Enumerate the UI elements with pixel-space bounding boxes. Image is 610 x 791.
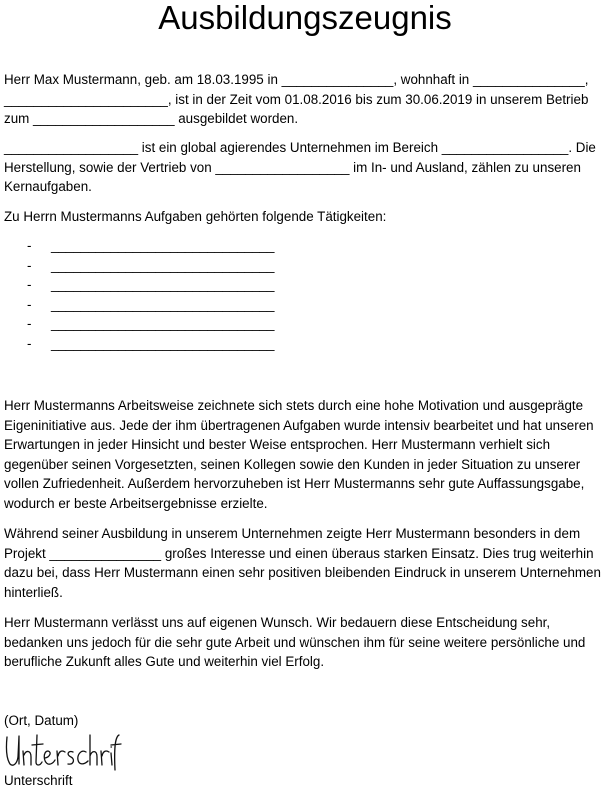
closing-paragraph: Herr Mustermann verlässt uns auf eigenen Wunsch. Wir bedauern diese Entscheidung sehr, bedanken uns jedoch für die sehr gute Arbeit und wünschen ihm für seine weitere persönliche und berufliche Zukunft alles Gute und weiterhin viel Erfolg.: [4, 615, 586, 669]
task-item: [27, 236, 275, 256]
company-paragraph: __________________ ist ein global agierendes Unternehmen im Bereich _________________. Die Herstellung, sowie der Vertrieb von __________________ im In- und Ausland, zählen zu unseren Kernaufgaben.: [4, 140, 596, 194]
handwritten-signature: [4, 731, 122, 771]
task-bullet: -: [27, 257, 32, 273]
tasks-heading: Zu Herrn Mustermanns Aufgaben gehörten folgende Tätigkeiten:: [4, 209, 387, 224]
place-date-label: (Ort, Datum): [4, 713, 79, 728]
task-item: [27, 295, 275, 315]
task-bullet: -: [27, 277, 32, 292]
intro-paragraph: Herr Max Mustermann, geb. am 18.03.1995 in _______________, wohnhaft in _______________, ______________________, ist in der Zeit vom 01.08.2016 bis zum 30.06.2019 in unserem Betrieb zum ___________________ ausgebildet worden.: [4, 72, 589, 126]
task-bullet: -: [27, 238, 32, 253]
task-blank-line: ______________________________: [51, 296, 275, 312]
task-item: [27, 256, 275, 276]
task-bullet: -: [27, 296, 32, 312]
task-blank-line: ______________________________: [51, 335, 275, 351]
task-bullet: -: [27, 316, 32, 331]
project-paragraph: Während seiner Ausbildung in unserem Unternehmen zeigte Herr Mustermann besonders in dem Projekt _______________ großes Interesse und einen überaus starken Einsatz. Dies trug weiterhin dazu bei, dass Herr Mustermann einen sehr positiven bleibenden Eindruck in unserem Unternehmen hinterließ.: [4, 526, 601, 600]
task-item: [27, 275, 275, 295]
task-list: [27, 236, 275, 353]
signature-label: Unterschrift: [4, 773, 73, 788]
task-item: [27, 314, 275, 334]
task-blank-line: ______________________________: [51, 238, 275, 253]
document-title: Ausbildungszeugnis: [158, 0, 452, 36]
task-bullet: -: [27, 335, 32, 351]
task-blank-line: ______________________________: [51, 316, 275, 331]
task-item: [27, 334, 275, 354]
task-blank-line: ______________________________: [51, 257, 275, 273]
performance-paragraph: Herr Mustermanns Arbeitsweise zeichnete sich stets durch eine hohe Motivation und ausgeprägte Eigeninitiative aus. Jede der ihm übertragenen Aufgaben wurde intensiv bearbeitet und hat unseren Erwartungen in jeder Hinsicht und bester Weise entsprochen. Herr Mustermann verhielt sich gegenüber seinen Vorgesetzten, seinen Kollegen sowie den Kunden in jeder Situation zu unserer vollen Zufriedenheit. Außerdem hervorzuheben ist Herr Mustermanns sehr gute Auffassungsgabe, wodurch er beste Arbeitsergebnisse erzielte.: [4, 398, 594, 511]
task-blank-line: ______________________________: [51, 277, 275, 292]
